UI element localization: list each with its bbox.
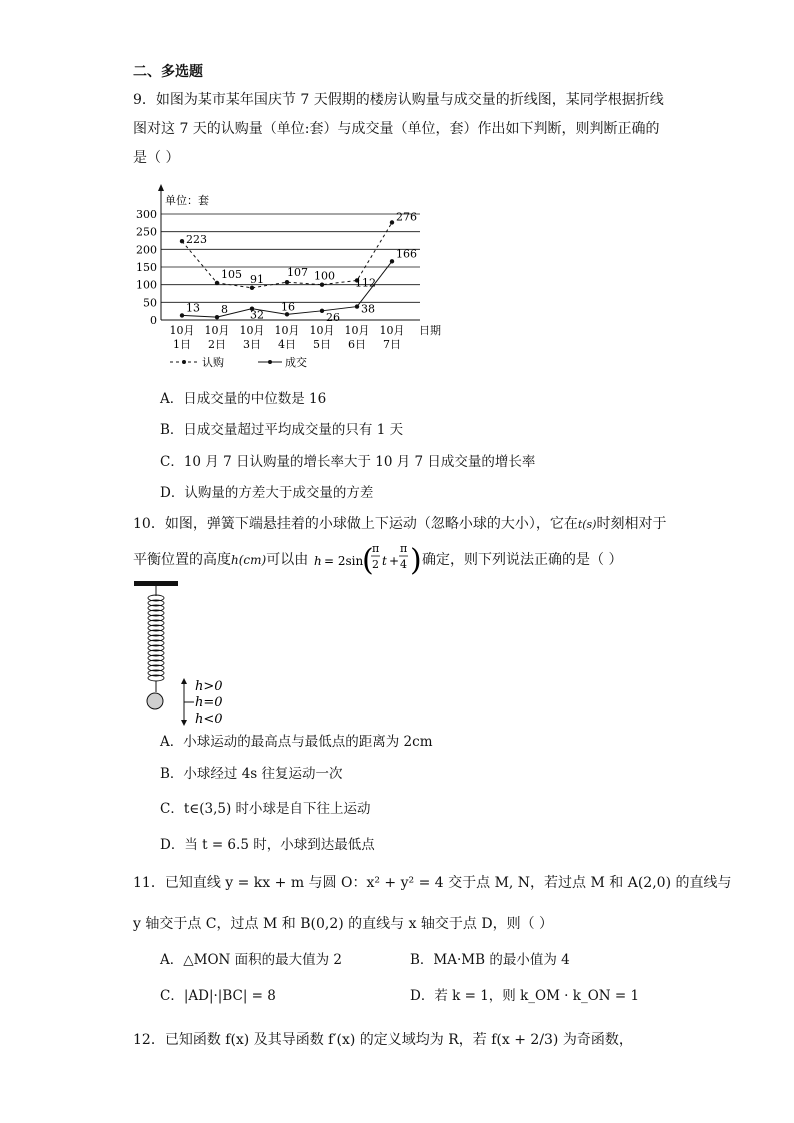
ball (147, 693, 163, 709)
svg-text:h: h (314, 554, 322, 568)
y-axis-arrow-icon (158, 184, 164, 191)
q12-line1: 12．已知函数 f(x) 及其导函数 f′(x) 的定义域均为 R，若 f(x + 2/3) 为奇函数， (133, 1032, 633, 1048)
label-h-zero: h=0 (195, 695, 223, 710)
svg-text:π: π (400, 542, 408, 555)
q10-line2-b: 可以由 (266, 552, 309, 568)
data-label: 38 (361, 302, 375, 316)
data-point (320, 282, 324, 286)
svg-text:+: + (389, 554, 400, 568)
q11-option-b[interactable]: B．MA·MB 的最小值为 4 (410, 952, 570, 968)
data-label: 26 (326, 310, 340, 324)
legend-label-deal: 成交 (285, 356, 307, 369)
q9-line2: 图对这 7 天的认购量（单位:套）与成交量（单位，套）作出如下判断，则判断正确的 (133, 121, 660, 137)
data-point (355, 304, 359, 308)
x-tick-label: 10月 (169, 324, 195, 337)
y-tick-label: 300 (136, 208, 157, 221)
q9-line3: 是（ ） (133, 150, 180, 166)
legend-marker-subscribe (182, 360, 186, 364)
y-tick-label: 100 (136, 278, 157, 292)
spring-coils (148, 595, 164, 681)
data-point (215, 281, 219, 285)
q9-option-b[interactable]: B．日成交量超过平均成交量的只有 1 天 (160, 422, 404, 438)
arrow-up-icon (181, 678, 187, 684)
y-tick-label: 150 (136, 261, 157, 274)
data-point (250, 286, 254, 290)
svg-text:(: ( (362, 543, 374, 578)
y-tick-label: 250 (136, 225, 157, 239)
q10-option-a[interactable]: A．小球运动的最高点与最低点的距离为 2cm (160, 734, 433, 750)
q10-option-d[interactable]: D．当 t = 6.5 时，小球到达最低点 (160, 837, 375, 853)
svg-text:2: 2 (372, 558, 379, 571)
data-label: 223 (186, 233, 207, 247)
data-label: 91 (250, 272, 264, 286)
svg-text:): ) (410, 543, 422, 578)
legend-label-subscribe: 认购 (202, 356, 224, 369)
x-tick-label: 10月 (344, 324, 370, 337)
data-label: 16 (281, 300, 295, 314)
q10-option-b[interactable]: B．小球经过 4s 往复运动一次 (160, 766, 343, 782)
x-tick-label: 6日 (348, 338, 366, 351)
svg-text:4: 4 (400, 558, 407, 571)
x-tick-label: 2日 (208, 338, 226, 351)
legend-marker-deal (268, 360, 272, 364)
svg-text:π: π (372, 542, 380, 555)
x-tick-label: 5日 (313, 338, 331, 351)
q10-line2 (133, 550, 308, 570)
data-point (180, 313, 184, 317)
y-tick-label: 0 (150, 314, 157, 327)
spring-ceiling (134, 581, 178, 586)
data-point (215, 315, 219, 319)
data-label: 166 (396, 247, 417, 261)
data-point (390, 220, 394, 224)
data-label: 13 (186, 301, 200, 315)
q11-option-c[interactable]: C．|AD|·|BC| = 8 (160, 988, 276, 1004)
q10-line1-a: 10．如图，弹簧下端悬挂着的小球做上下运动（忽略小球的大小），它在 (133, 516, 578, 532)
arrow-down-icon (181, 720, 187, 726)
data-label: 100 (314, 269, 335, 283)
q10-var-t: t(s) (577, 518, 597, 531)
data-label: 112 (355, 276, 376, 290)
y-tick-label: 50 (143, 296, 157, 310)
data-label: 105 (221, 267, 242, 281)
q10-var-h: h(cm) (231, 553, 267, 567)
q10-line2-c: 确定，则下列说法正确的是（ ） (422, 552, 623, 568)
unit-label: 单位：套 (165, 194, 209, 207)
label-h-negative: h<0 (195, 712, 223, 727)
x-tick-label: 4日 (278, 338, 296, 351)
x-tick-label: 10月 (274, 324, 300, 337)
x-tick-label: 7日 (383, 338, 401, 351)
x-tick-label: 3日 (243, 338, 261, 351)
data-point (285, 280, 289, 284)
data-point (320, 309, 324, 313)
section-title: 二、多选题 (133, 64, 203, 80)
q11-option-d[interactable]: D．若 k = 1，则 k_OM · k_ON = 1 (410, 988, 640, 1004)
q9-option-a[interactable]: A．日成交量的中位数是 16 (160, 391, 327, 407)
x-tick-label: 10月 (309, 324, 335, 337)
q9-option-c[interactable]: C．10 月 7 日认购量的增长率大于 10 月 7 日成交量的增长率 (160, 454, 536, 470)
q10-option-c[interactable]: C．t∈(3,5) 时小球是自下往上运动 (160, 801, 371, 817)
q10-line1-b: 时刻相对于 (596, 516, 667, 532)
x-axis-label: 日期 (419, 324, 441, 337)
q9-line1: 9．如图为某市某年国庆节 7 天假期的楼房认购量与成交量的折线图，某同学根据折线 (133, 92, 664, 108)
x-tick-label: 10月 (204, 324, 230, 337)
svg-text:= 2sin: = 2sin (324, 554, 364, 568)
spring-figure (128, 578, 238, 728)
data-label: 32 (250, 308, 264, 322)
line-chart (130, 180, 450, 380)
data-point (390, 259, 394, 263)
q11-line1: 11．已知直线 y = kx + m 与圆 O：x² + y² = 4 交于点 M, N，若过点 M 和 A(2,0) 的直线与 (133, 875, 732, 891)
data-label: 8 (221, 303, 228, 317)
data-point (180, 239, 184, 243)
data-label: 276 (396, 210, 417, 224)
x-tick-label: 10月 (239, 324, 265, 337)
y-tick-label: 200 (136, 243, 157, 257)
x-tick-label: 10月 (379, 324, 405, 337)
label-h-positive: h>0 (195, 679, 223, 694)
x-tick-label: 1日 (173, 338, 191, 351)
q10-line1 (133, 514, 666, 535)
q11-line2: y 轴交于点 C，过点 M 和 B(0,2) 的直线与 x 轴交于点 D，则（ ） (133, 916, 554, 932)
data-label: 107 (287, 266, 308, 280)
q10-formula (312, 538, 420, 580)
q10-line2-a: 平衡位置的高度 (133, 552, 231, 568)
q9-option-d[interactable]: D．认购量的方差大于成交量的方差 (160, 485, 374, 501)
q11-option-a[interactable]: A．△MON 面积的最大值为 2 (160, 952, 343, 968)
svg-text:t: t (382, 554, 387, 568)
